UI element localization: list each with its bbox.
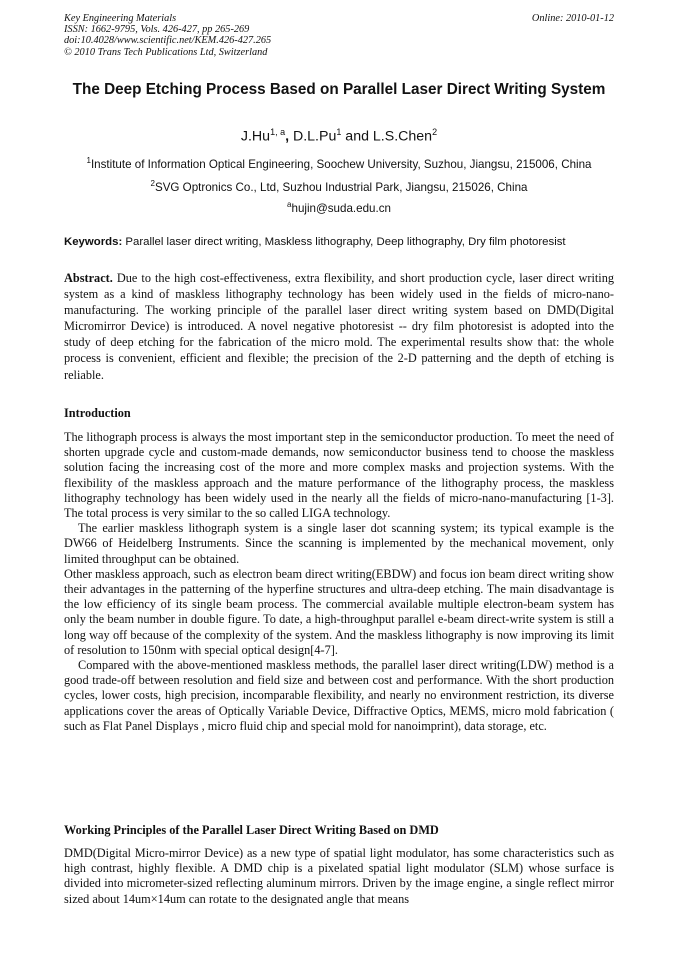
paper-title: The Deep Etching Process Based on Parallel Laser Direct Writing System [72, 81, 606, 98]
keywords-text: Parallel laser direct writing, Maskless lithography, Deep lithography, Dry film photoresist [122, 236, 566, 248]
introduction-body [64, 430, 614, 734]
abstract-paragraph [64, 270, 614, 383]
author-affiliation-mark: 2 [432, 127, 438, 137]
online-date: Online: 2010-01-12 [531, 13, 614, 24]
keywords-label: Keywords: [64, 236, 123, 248]
journal-header [64, 13, 614, 58]
body-paragraph: The lithograph process is always the most important step in the semiconductor production. To meet the need of shorten upgrade cycle and custom-made demands, now semiconductor business tend to choose the maskless solution facing the increasing cost of the more and more complex masks and projection systems. With the flexibility of the maskless approach and the mature performance of the lithography process, the maskless lithography technology has been widely used in the nearly all the fields of micro-nano-manufacturing [1-3]. The total process is very similar to the so called LIGA technology. [64, 430, 614, 521]
author-name: D.L.Pu [292, 128, 337, 145]
author-affiliation-mark: 1, a [270, 127, 286, 137]
affiliation-1 [0, 156, 678, 171]
author-name: L.S.Chen [372, 128, 433, 145]
affiliation-2 [0, 179, 678, 194]
keywords-line [64, 236, 618, 248]
affiliation-text: SVG Optronics Co., Ltd, Suzhou Industrial Park, Jiangsu, 215026, China [154, 180, 528, 194]
author-list [0, 127, 678, 145]
email-address: hujin@suda.edu.cn [291, 201, 391, 215]
body-paragraph: DMD(Digital Micro-mirror Device) as a new type of spatial light modulator, has some characteristics such as high contrast, highly flexible. A DMD chip is a pixelated spatial light modulator (SLM) whose surface is divided into micrometer-sized reflecting aluminum mirrors. Driven by the image engine, a single reflect mirror sized about 14um×14um can rotate to the designated angle that means [64, 846, 614, 906]
section-heading-introduction: Introduction [64, 406, 131, 420]
body-paragraph: Other maskless approach, such as electron beam direct writing(EBDW) and focus ion beam direct writing show their advantages in the patterning of the hyperfine structures and ultra-deep etching. The main disadvantage is the low efficiency of its single beam process. The commercial available multiple electron-beam system has only the beam number in double figure. To date, a high-throughput parallel e-beam direct-write system is still a long way off because of the complexity of the system. And the maskless lithography is now improving its limit of resolution to 150nm with special optical design[4-7]. [64, 566, 614, 657]
email-mark: a [287, 200, 292, 209]
affiliation-mark: 1 [86, 156, 91, 165]
body-paragraph: Compared with the above-mentioned maskless methods, the parallel laser direct writing(LDW) method is a good trade-off between resolution and field size and between cost and performance. With the short production cycles, lower costs, high precision, incomparable flexibility, and nearly no environment restriction, its diverse applications cover the areas of Optically Variable Device, Diffractive Optics, MEMS, micro mold fabrication ( such as Flat Panel Displays , micro fluid chip and special mold for nanoimprint), data storage, etc. [64, 658, 614, 733]
section-heading-working-principles: Working Principles of the Parallel Laser Direct Writing Based on DMD [64, 823, 439, 837]
author-separator: , [285, 128, 293, 145]
working-principles-body [64, 846, 614, 907]
author-affiliation-mark: 1 [336, 127, 342, 137]
abstract-text: Due to the high cost-effectiveness, extra flexibility, and short production cycle, laser direct writing system as a kind of maskless lithography technology has been widely used in the fields of micro-nano-manufacturing. The working principle of the parallel laser direct writing system based on DMD(Digital Micromirror Device) is introduced. A novel negative photoresist -- dry film photoresist is adopted into the study of deep etching for the fabrication of the micro mold. The experimental results show that: the whole process is convenient, efficient and flexible; the precision of the 2-D patterning and the depth of etching is reliable. [64, 271, 614, 382]
affiliation-mark: 2 [150, 179, 155, 188]
author-name: J.Hu [240, 128, 271, 145]
affiliation-text: Institute of Information Optical Engineering, Soochew University, Suzhou, Jiangsu, 215006, China [90, 157, 592, 171]
journal-name: Key Engineering Materials [64, 13, 177, 24]
body-paragraph: The earlier maskless lithograph system is a single laser dot scanning system; its typical example is the DW66 of Heidelberg Instruments. Since the scanning is implemented by the mechanical movement, only limited throughput can be obtained. [64, 521, 614, 566]
corresponding-email [0, 200, 678, 215]
doi-line: doi:10.4028/www.scientific.net/KEM.426-427.265 [64, 35, 272, 47]
author-separator: and [341, 128, 373, 145]
copyright-line: © 2010 Trans Tech Publications Ltd, Switzerland [64, 46, 268, 58]
issn-line: ISSN: 1662-9795, Vols. 426-427, pp 265-269 [64, 24, 250, 36]
abstract-label: Abstract. [64, 271, 113, 285]
